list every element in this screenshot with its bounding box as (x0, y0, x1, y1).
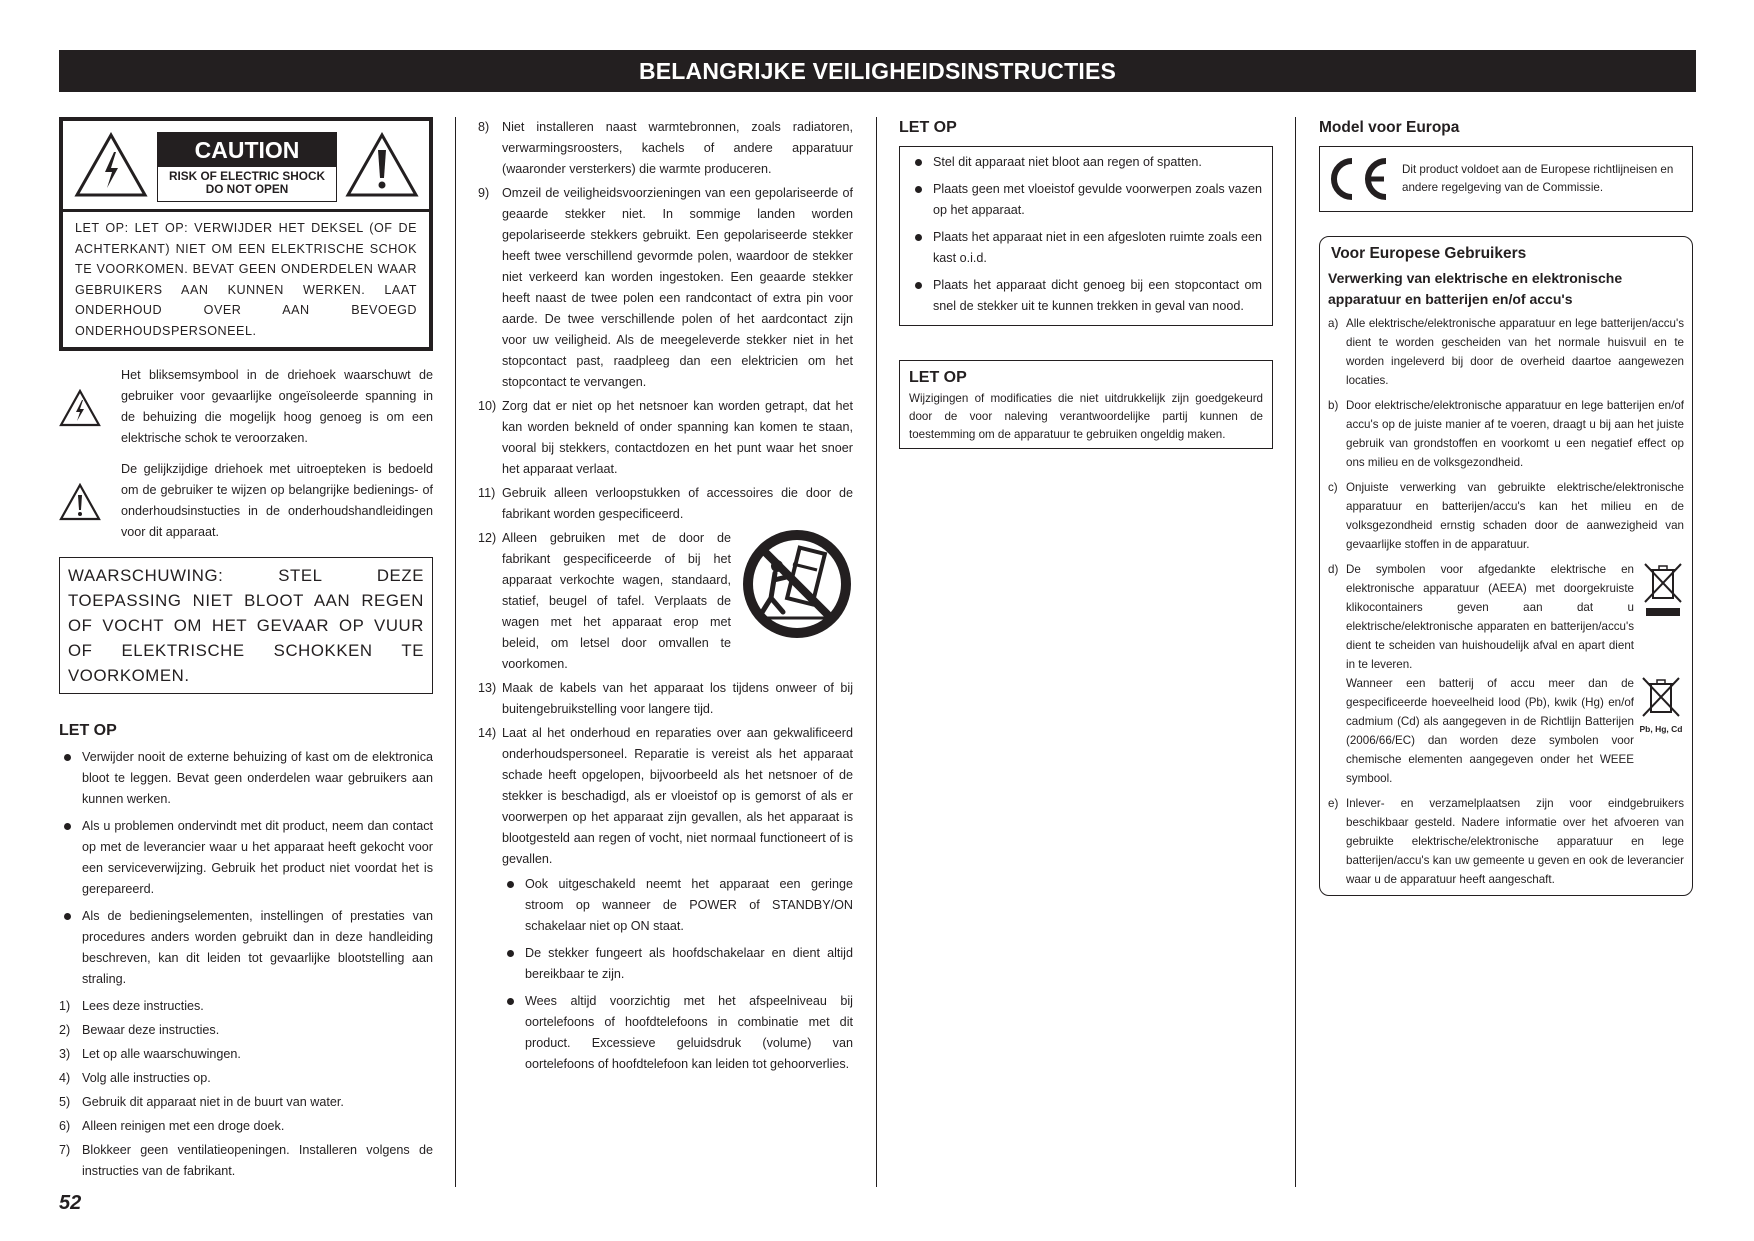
page-number: 52 (59, 1192, 82, 1214)
exclamation-triangle-icon (345, 132, 419, 198)
modifications-box (899, 360, 1273, 449)
list-item: 14) Laat al het onderhoud en reparaties over aan gekwalificeerd onderhoudspersoneel. Reparatie is vereist als het apparaat schade heeft opgelopen, bijvoorbeeld als het netsnoer of de stekker is beschadigd, als er vloeistof op is gemorst of als er voorwerpen op het apparaat zijn gevallen, als het apparaat is blootgesteld aan regen of vocht, niet normaal functioneert of is gevallen. (478, 726, 853, 866)
weee-bin-icon (1640, 674, 1682, 718)
lightning-text: Het bliksemsymbool in de driehoek waarschuwt de gebruiker voor gevaarlijke ongeïsoleerde spanning in de behuizing die mogelijk hoog genoeg is om een elektrische schok te veroorzaken. (121, 368, 433, 445)
lightning-triangle-icon (74, 132, 148, 198)
eu-users-subheading: Verwerking van elektrische en elektronische apparatuur en batterijen en/of accu's (1328, 270, 1623, 307)
list-item: 3) Let op alle waarschuwingen. (59, 1047, 241, 1061)
list-item: Wees altijd voorzichtig met het afspeelniveau bij oortelefoons of hoofdtelefoons in combinatie met dit product. Excessieve geluidsdruk (volume) van oortelefoons of hoofdtelefoon kan leiden tot gehoorverlies. (502, 991, 853, 1075)
list-item: Ook uitgeschakeld neemt het apparaat een geringe stroom op wanneer de POWER of STANDBY/ON schakelaar niet op ON staat. (502, 874, 853, 937)
eu-users-box (1319, 236, 1693, 896)
column-2 (478, 117, 853, 1081)
list-item: a) Alle elektrische/elektronische apparatuur en lege batterijen/accu's dient te worden gescheiden van het normale huisvuil en te worden ingeleverd bij door de overheid daartoe aangewezen locaties. (1328, 317, 1684, 387)
list-item: Plaats het apparaat dicht genoeg bij een stopcontact om snel de stekker uit te kunnen trekken in geval van nood. (910, 275, 1262, 317)
column-1 (59, 117, 433, 1185)
caution-line2: DO NOT OPEN (205, 182, 289, 196)
list-item: Verwijder nooit de externe behuizing of kast om de elektronica bloot te leggen. Bevat geen onderdelen waar gebruikers aan kunnen werken. (59, 747, 433, 810)
model-heading: Model voor Europa (1319, 119, 1460, 136)
list-item: 10) Zorg dat er niet op het netsnoer kan worden getrapt, dat het kan worden bekneld of onder spanning kan komen te staan, vooral bij stekkers, contactdozen en het punt waar het snoer het apparaat verlaat. (478, 399, 853, 476)
column-divider (876, 117, 877, 1187)
numbered-list (478, 117, 853, 870)
list-item: 7) Blokkeer geen ventilatieopeningen. Installeren volgens de instructies van de fabrikant. (59, 1143, 433, 1178)
caution-word: CAUTION (158, 133, 336, 167)
list-item: 11) Gebruik alleen verloopstukken of accessoires die door de fabrikant worden gespecificeerd. (478, 486, 853, 521)
ce-text: Dit product voldoet aan de Europese richtlijneisen en andere regelgeving van de Commissie. (1402, 163, 1674, 194)
caution-line1: RISK OF ELECTRIC SHOCK (169, 169, 325, 183)
letop-heading: LET OP (909, 369, 967, 386)
list-item: e) Inlever- en verzamelplaatsen zijn voor eindgebruikers beschikbaar gesteld. Nadere informatie over het afvoeren van gebruikte elektrische/elektronische apparatuur en lege batterijen/accu's kan uw gemeente u geven en ook de leverancier waar u de apparatuur heeft aangeschaft. (1328, 797, 1684, 886)
caution-label (157, 132, 337, 202)
weee-bin-icon (1642, 560, 1684, 618)
list-item: 2) Bewaar deze instructies. (59, 1023, 220, 1037)
column-divider (455, 117, 456, 1187)
power-bullets (478, 874, 853, 1075)
list-item: Als u problemen ondervindt met dit product, neem dan contact op met de leverancier waar u het apparaat heeft gekocht voor een serviceverwijzing. Gebruik het product niet voordat het is gerepareerd. (59, 816, 433, 900)
letop-heading: LET OP (59, 722, 117, 739)
list-item: c) Onjuiste verwerking van gebruikte elektrische/elektronische apparatuur en batterijen/accu's kan het milieu en de volksgezondheid ernstig schaden door de aanwezigheid van gevaarlijke stoffen in de apparatuur. (1328, 481, 1684, 551)
numbered-list (59, 996, 433, 1182)
list-item: Plaats geen met vloeistof gevulde voorwerpen zoals vazen op het apparaat. (910, 179, 1262, 221)
list-item: Stel dit apparaat niet bloot aan regen of spatten. (910, 152, 1262, 173)
lightning-triangle-icon (59, 389, 101, 427)
ce-mark-icon (1326, 155, 1392, 203)
disposal-list (1328, 314, 1684, 889)
no-cart-tipping-icon (741, 528, 853, 640)
ce-box (1319, 146, 1693, 212)
list-item: b) Door elektrische/elektronische apparatuur en lege batterijen en/of accu's op de juiste manier af te voeren, draagt u bij aan het juiste gebruik van grondstoffen en voorkomt u een negatief effect op ons milieu en de volksgezondheid. (1328, 399, 1684, 469)
column-divider (1295, 117, 1296, 1187)
weee-chemicals-label: Pb, Hg, Cd (1639, 724, 1683, 734)
letop-heading: LET OP (899, 119, 957, 136)
list-item: 6) Alleen reinigen met een droge doek. (59, 1119, 285, 1133)
list-item: 13) Maak de kabels van het apparaat los tijdens onweer of bij buitengebruikstelling voor langere tijd. (478, 681, 853, 716)
list-item: 9) Omzeil de veiligheidsvoorzieningen van een gepolariseerde of geaarde stekker niet. In sommige landen worden gepolariseerde stekkers gebruikt. Een gepolariseerde stekker heeft twee verschillend gevormde polen, waardoor de stekker niet verkeerd kan worden ingestoken. Een geaarde stekker heeft naast de twee polen een randcontact of extra pin voor aarde. De twee verschillende polen of het aardcontact zijn voor uw veiligheid. Als de meegeleverde stekker niet in het stopcontact past, raadpleeg dan een elektricien om het stopcontact te vervangen. (478, 186, 853, 389)
list-item: De stekker fungeert als hoofdschakelaar en dient altijd bereikbaar te zijn. (502, 943, 853, 985)
page-title: BELANGRIJKE VEILIGHEIDSINSTRUCTIES (638, 57, 1117, 84)
exclamation-text: De gelijkzijdige driehoek met uitroepteken is bedoeld om de gebruiker te wijzen op belangrijke bedienings- of onderhoudsinstucties in de onderhoudshandleidingen voor dit apparaat. (121, 462, 433, 539)
list-item: Als de bedieningselementen, instellingen of prestaties van procedures anders worden gebruikt dan in deze handleiding beschreven, kan dit leiden tot gevaarlijke blootstelling aan straling. (59, 906, 433, 990)
eu-users-heading: Voor Europese Gebruikers (1331, 245, 1527, 262)
lightning-explanation (59, 365, 433, 449)
list-item: 8) Niet installeren naast warmtebronnen, zoals radiatoren, verwarmingsroosters, kachels of andere apparatuur (waaronder versterkers) die warmte produceren. (478, 120, 853, 176)
list-item: 12) Alleen gebruiken met de door de fabrikant gespecificeerde of bij het apparaat verkochte wagen, standaard, statief, beugel of tafel. Verplaats de wagen met het apparaat erop met beleid, om letsel door omvallen te voorkomen. (478, 528, 853, 675)
list-item: 5) Gebruik dit apparaat niet in de buurt van water. (59, 1095, 344, 1109)
modifications-text: Wijzigingen of modificaties die niet uitdrukkelijk zijn goedgekeurd door de voor naleving verantwoordelijke partij kunnen de toestemming om de apparatuur te gebruiken ongeldig maken. (909, 392, 1263, 441)
letop-bullets (910, 152, 1262, 317)
list-item: d) De symbolen voor afgedankte elektrische en elektronische apparatuur (AEEA) met doorgekruiste klikocontainers geven aan dat u elektrische/elektronische apparaten en batterijen/accu's dient te scheiden van huishoudelijk afval en apart dient in te leveren. (1328, 560, 1684, 674)
list-item: 1) Lees deze instructies. (59, 999, 204, 1013)
warning-box: WAARSCHUWING: STEL DEZE TOEPASSING NIET BLOOT AAN REGEN OF VOCHT OM HET GEVAAR OP VUUR OF ELEKTRISCHE SCHOKKEN TE VOORKOMEN. (59, 557, 433, 694)
page-header (59, 50, 1696, 92)
list-item: Pb, Hg, Cd Wanneer een batterij of accu meer dan de gespecificeerde hoeveelheid lood (Pb), kwik (Hg) en/of cadmium (Cd) als aangegeven in de Richtlijn Batterijen (2006/66/EC) dan worden deze symbolen voor chemische elementen aangegeven onder het WEEE symbool. (1328, 674, 1684, 788)
caution-text: LET OP: LET OP: VERWIJDER HET DEKSEL (OF DE ACHTERKANT) NIET OM EEN ELEKTRISCHE SCHOK TE VOORKOMEN. BEVAT GEEN ONDERDELEN WAAR GEBRUIKERS AAN KUNNEN WERKEN. LAAT ONDERHOUD OVER AAN BEVOEGD ONDERHOUDSPERSONEEL. (75, 221, 417, 338)
list-item: Plaats het apparaat niet in een afgesloten ruimte zoals een kast o.i.d. (910, 227, 1262, 269)
list-item: 4) Volg alle instructies op. (59, 1071, 211, 1085)
exclamation-triangle-icon (59, 483, 101, 521)
column-4 (1319, 117, 1693, 896)
letop-box (899, 146, 1273, 326)
exclamation-explanation (59, 459, 433, 543)
letop-bullets (59, 747, 433, 990)
caution-box (59, 117, 433, 351)
column-3 (899, 117, 1273, 449)
